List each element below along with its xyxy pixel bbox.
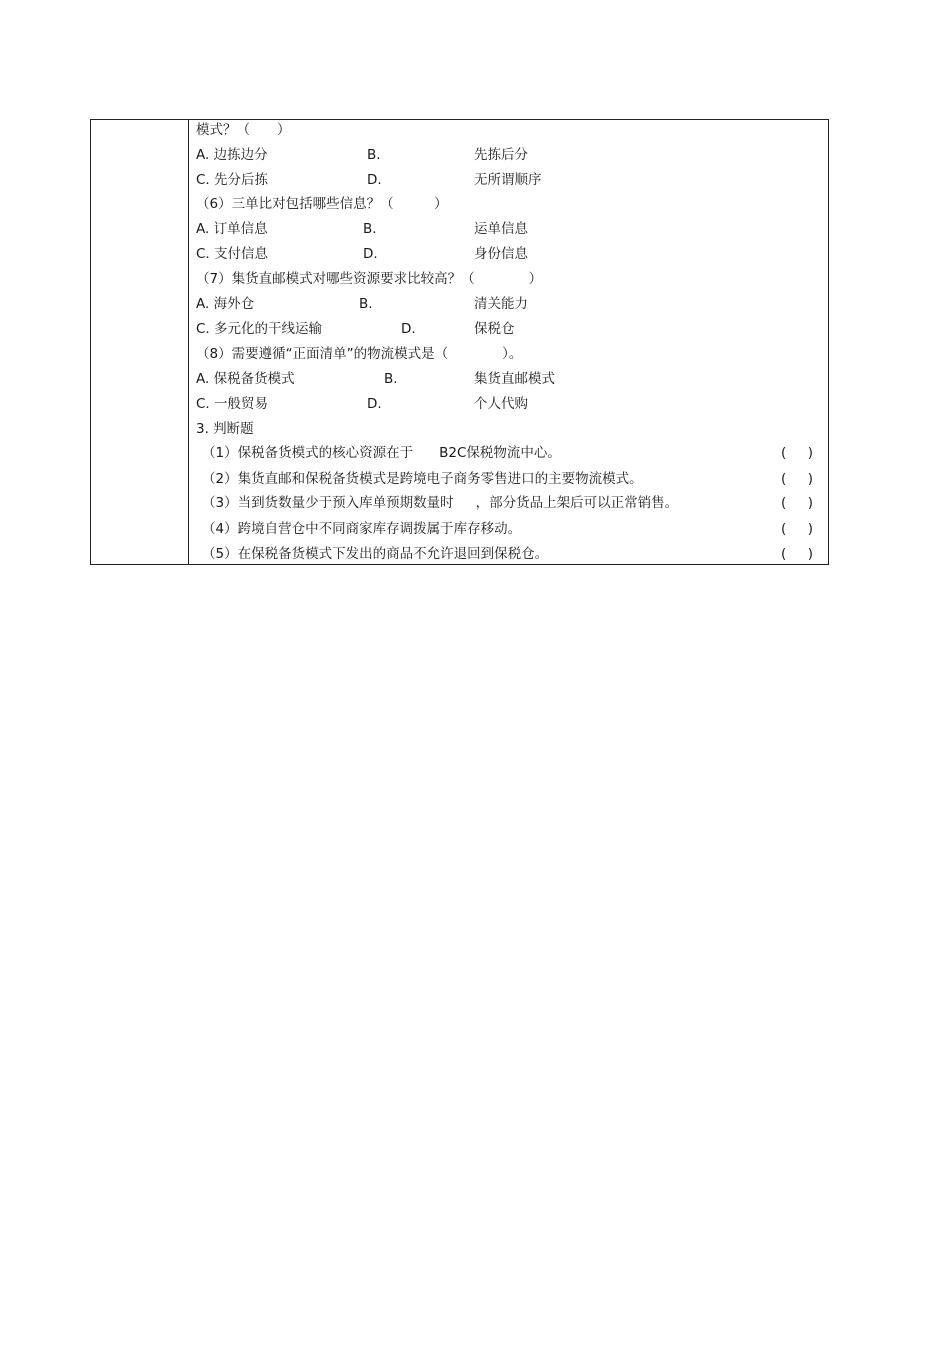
judgment-item-1	[202, 445, 561, 461]
q6-option-d-label: D.	[363, 246, 378, 262]
q7-option-a: A. 海外仓	[196, 296, 255, 312]
judgment-1-text-a: （1）保税备货模式的核心资源在于	[202, 445, 414, 461]
q5-option-c: C. 先分后拣	[196, 172, 269, 188]
q7-option-c: C. 多元化的干线运输	[196, 321, 323, 337]
q8-option-b-value: 集货直邮模式	[474, 371, 555, 387]
q6-option-d-value: 身份信息	[474, 246, 528, 262]
judgment-5-answer-blank: ( )	[781, 546, 813, 562]
left-column-cell	[91, 120, 189, 564]
judgment-5-text-a: （5）在保税备货模式下发出的商品不允许退回到保税仓。	[202, 546, 549, 562]
judgment-2-answer-blank: ( )	[781, 471, 813, 487]
q8-option-d-label: D.	[367, 396, 382, 412]
q7-option-b-label: B.	[359, 296, 373, 312]
question5-tail: 模式？（ ）	[196, 122, 291, 138]
q5-option-d-label: D.	[367, 172, 382, 188]
section3-title: 3. 判断题	[196, 421, 254, 437]
q8-stem: （8）需要遵循“正面清单”的物流模式是（ ）。	[196, 346, 523, 362]
q8-option-c: C. 一般贸易	[196, 396, 269, 412]
q5-option-b-value: 先拣后分	[474, 147, 528, 163]
judgment-item-5	[202, 546, 548, 562]
q7-stem: （7）集货直邮模式对哪些资源要求比较高？（ ）	[196, 271, 543, 287]
judgment-4-answer-blank: ( )	[781, 521, 813, 537]
judgment-2-text-a: （2）集货直邮和保税备货模式是跨境电子商务零售进口的主要物流模式。	[202, 471, 643, 487]
q8-option-b-label: B.	[384, 371, 398, 387]
q7-option-d-label: D.	[401, 321, 416, 337]
q7-option-b-value: 清关能力	[474, 296, 528, 312]
judgment-3-text-b: ，部分货品上架后可以正常销售。	[475, 495, 679, 511]
q7-option-d-value: 保税仓	[474, 321, 515, 337]
judgment-1-text-b: B2C保税物流中心。	[439, 445, 561, 461]
q6-option-b-value: 运单信息	[474, 221, 528, 237]
judgment-1-answer-blank: ( )	[781, 445, 813, 461]
q5-option-d-value: 无所谓顺序	[474, 172, 542, 188]
q6-option-b-label: B.	[363, 221, 377, 237]
q6-option-c: C. 支付信息	[196, 246, 269, 262]
q6-stem: （6）三单比对包括哪些信息？（ ）	[196, 196, 448, 212]
judgment-item-4	[202, 521, 521, 537]
question-table	[90, 119, 829, 565]
q5-option-b-label: B.	[367, 147, 381, 163]
q8-option-a: A. 保税备货模式	[196, 371, 295, 387]
judgment-3-answer-blank: ( )	[781, 495, 813, 511]
q8-option-d-value: 个人代购	[474, 396, 528, 412]
q5-option-a: A. 边拣边分	[196, 147, 268, 163]
judgment-item-2	[202, 471, 643, 487]
judgment-item-3	[202, 495, 678, 511]
judgment-4-text-a: （4）跨境自营仓中不同商家库存调拨属于库存移动。	[202, 521, 522, 537]
q6-option-a: A. 订单信息	[196, 221, 268, 237]
judgment-3-text-a: （3）当到货数量少于预入库单预期数量时	[202, 495, 454, 511]
